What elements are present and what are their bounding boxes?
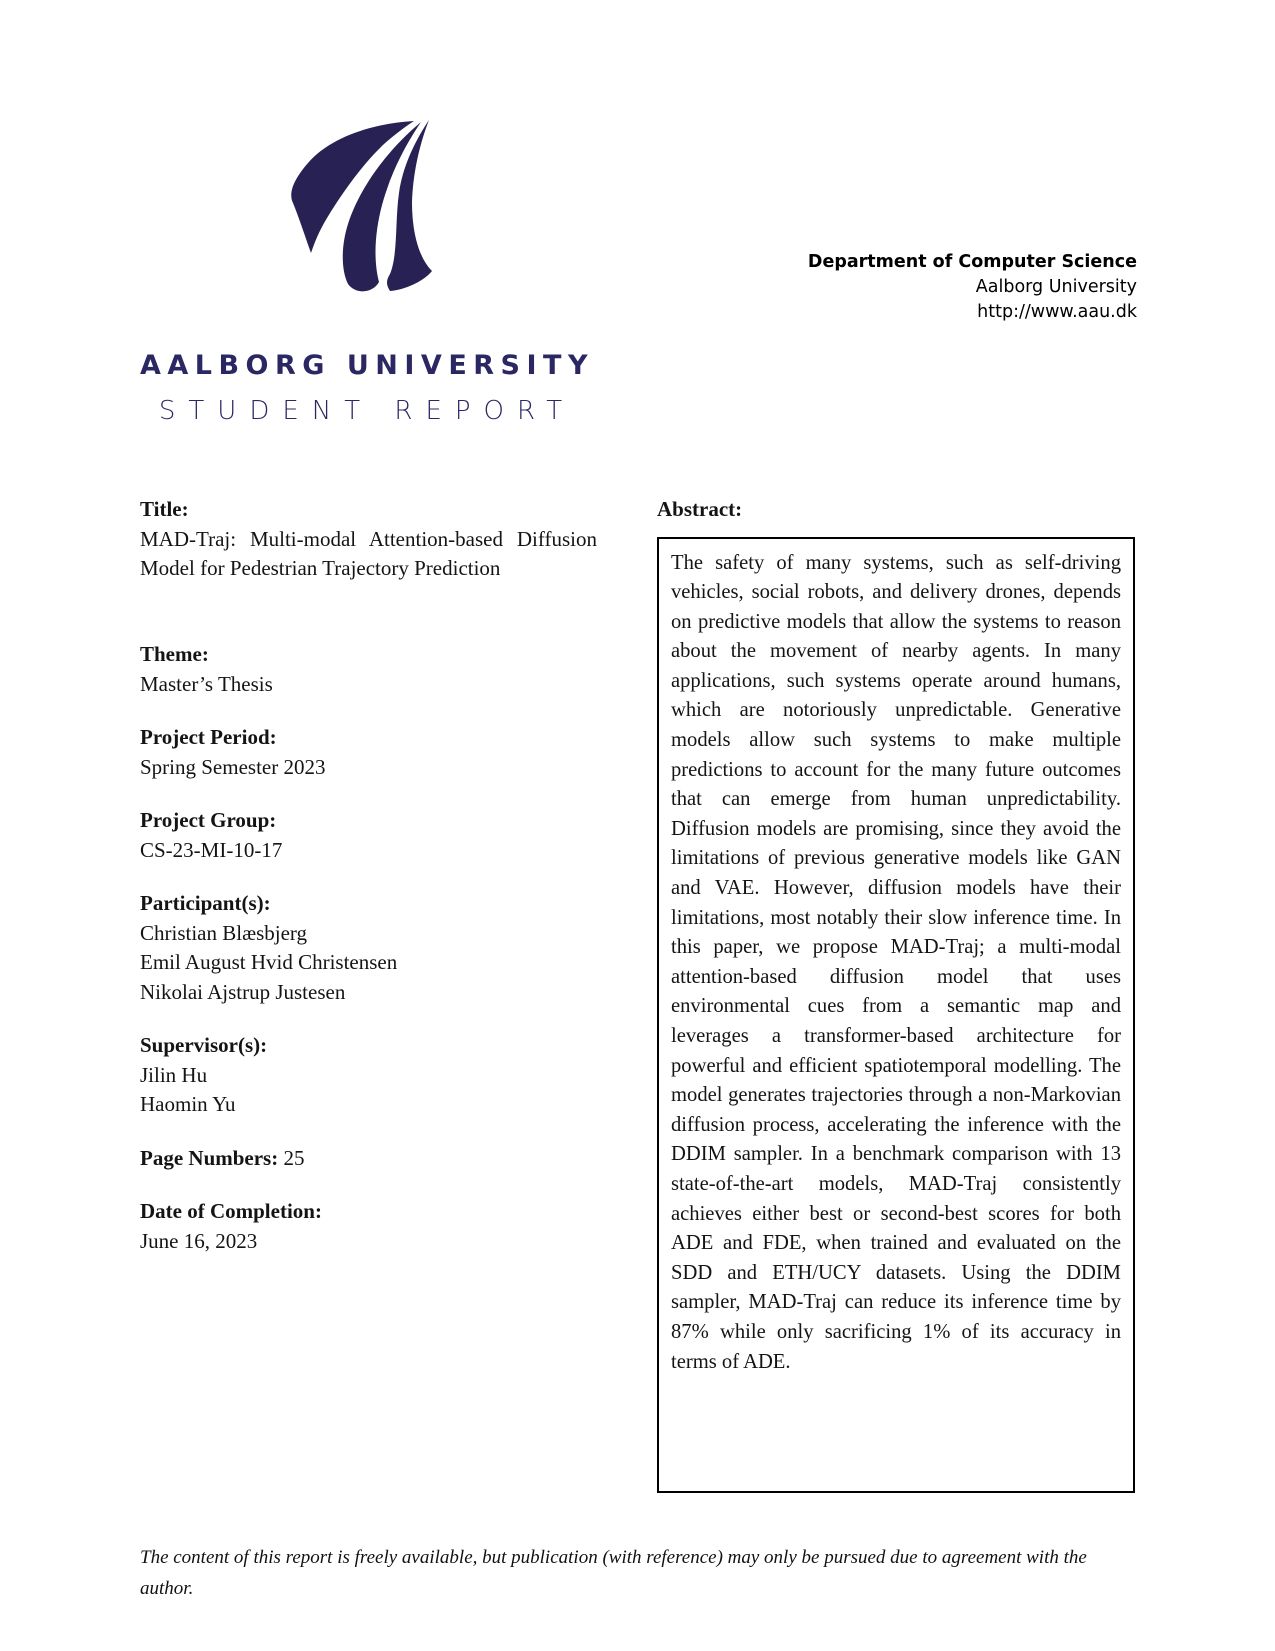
participant-name: Nikolai Ajstrup Justesen (140, 979, 346, 1004)
wordmark-university-name: AALBORG UNIVERSITY (139, 350, 595, 381)
university-website-link[interactable]: http://www.aau.dk (977, 302, 1137, 322)
supervisor-name: Jilin Hu (140, 1062, 208, 1087)
field-theme-label: Theme: (140, 642, 209, 666)
field-page-numbers (140, 1144, 597, 1174)
field-project-period (140, 723, 597, 782)
participant-name: Emil August Hvid Christensen (140, 950, 398, 974)
field-date-value: June 16, 2023 (140, 1228, 258, 1253)
field-page-numbers-value: 25 (283, 1145, 305, 1170)
abstract-label: Abstract: (657, 497, 743, 521)
field-project-group-value: CS-23-MI-10-17 (140, 837, 283, 862)
field-supervisors-label: Supervisor(s): (140, 1033, 268, 1057)
supervisor-name: Haomin Yu (140, 1092, 236, 1116)
university-wordmark (133, 350, 601, 426)
field-project-group-label: Project Group: (140, 808, 277, 832)
participant-name: Christian Blæsbjerg (140, 920, 308, 945)
field-title (140, 495, 597, 640)
university-name: Aalborg University (975, 277, 1137, 297)
field-project-group (140, 806, 597, 865)
department-name: Department of Computer Science (807, 252, 1137, 272)
aau-logo-icon (281, 114, 439, 296)
copyright-note-text: The content of this report is freely available, but publication (with reference) may only be pursued due to agreement with the author. (140, 1547, 1087, 1599)
field-title-value: MAD-Traj: Multi-modal Attention-based Diffusion Model for Pedestrian Trajectory Prediction (140, 526, 597, 580)
field-date-of-completion (140, 1197, 597, 1256)
field-theme-value: Master’s Thesis (140, 671, 273, 696)
field-title-label: Title: (140, 497, 189, 521)
copyright-note (140, 1542, 1138, 1604)
field-date-label: Date of Completion: (140, 1199, 322, 1223)
abstract-text: The safety of many systems, such as self-driving vehicles, social robots, and delivery drones, depends on predictive models that allow the systems to reason about the movement of nearby agents. In many applications, such systems operate around humans, which are notoriously unpredictable. Generative models allow such systems to make multiple predictions to account for the many future outcomes that can emerge from human unpredictability. Diffusion models are promising, since they avoid the limitations of previous generative models like GAN and VAE. However, diffusion models have their limitations, most notably their slow inference time. In this paper, we propose MAD-Traj; a multi-modal attention-based diffusion model that uses environmental cues from a semantic map and leverages a transformer-based architecture for powerful and efficient spatiotemporal modelling. The model generates trajectories through a non-Markovian diffusion process, accelerating the inference with the DDIM sampler. In a benchmark comparison with 13 state-of-the-art models, MAD-Traj consistently achieves either best or second-best scores for both ADE and FDE, when trained and evaluated on the SDD and ETH/UCY datasets. Using the DDIM sampler, MAD-Traj can reduce its inference time by 87% while only sacrificing 1% of its accuracy in terms of ADE. (671, 551, 1121, 1373)
field-page-numbers-label: Page Numbers: (140, 1145, 279, 1170)
field-project-period-label: Project Period: (140, 725, 277, 749)
field-participants (140, 889, 597, 1007)
department-block (808, 250, 1137, 325)
field-project-period-value: Spring Semester 2023 (140, 754, 326, 779)
field-participants-label: Participant(s): (140, 891, 271, 915)
wordmark-student-report: STUDENT REPORT (158, 396, 576, 426)
report-metadata-column (140, 495, 597, 1280)
field-theme (140, 640, 597, 699)
field-supervisors (140, 1031, 597, 1120)
abstract-box (657, 537, 1135, 1493)
abstract-section (657, 495, 1135, 1493)
